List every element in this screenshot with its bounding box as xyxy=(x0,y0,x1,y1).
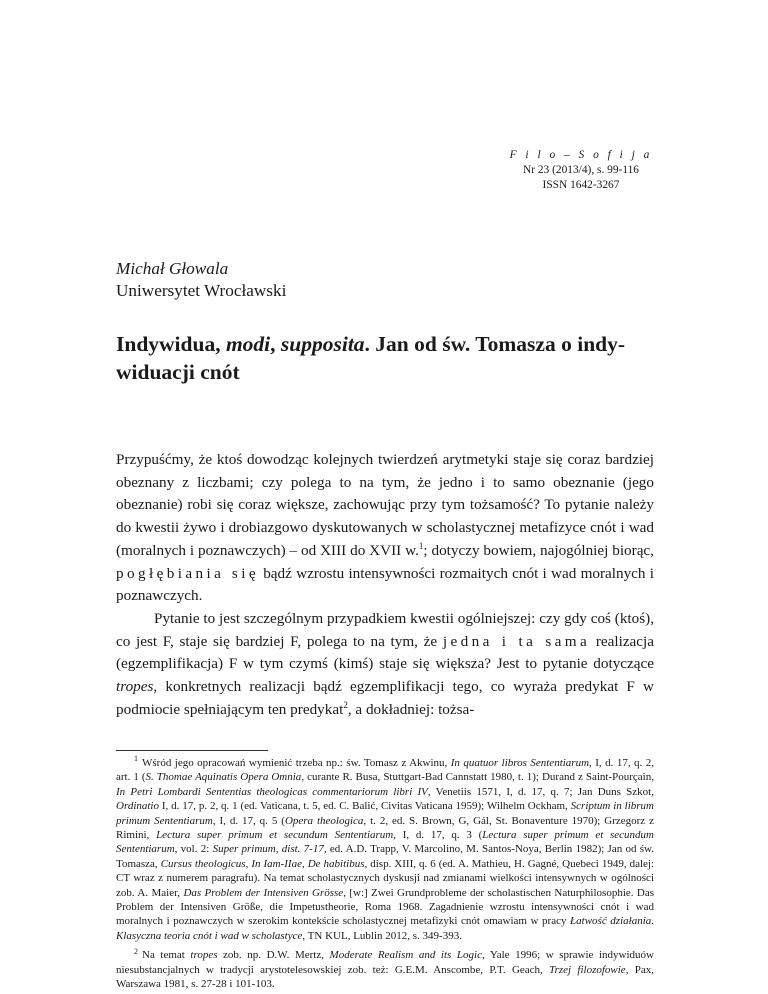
text: I, d. 17, p. 2, q. 1 (ed. Vaticana, t. 5, ed. C. Balić, Civitas Vaticana 1959); Wilhelm Ockham, xyxy=(159,800,571,813)
footnote-divider xyxy=(116,750,268,751)
italic-title: Cursus theologicus xyxy=(160,857,246,870)
text: Pytanie to jest szczególnym przypadkiem kwestii ogólniejszej: czy gdy coś (ktoś), co jest F, staje się bardziej F, polega to na tym, że xyxy=(116,609,654,650)
italic-title: Opera theologica xyxy=(284,814,364,827)
italic-title: In quatuor libros Sententiarum xyxy=(450,757,590,769)
text: Wśród jego opracowań wymienić trzeba np.: św. Tomasz z Akwinu, xyxy=(142,757,451,769)
text: , a dokładniej: tożsa- xyxy=(347,700,475,718)
text: , TN KUL, Lublin 2012, s. 349-393. xyxy=(302,929,462,942)
footnote-ref[interactable]: 2 xyxy=(343,699,348,710)
italic-title: Das Problem der Intensiven Grösse xyxy=(183,886,344,899)
italic-title: tropes xyxy=(190,949,218,962)
footnote-1 xyxy=(116,756,654,943)
spaced-emphasis: jedna i ta sama xyxy=(442,632,591,650)
article-body xyxy=(116,449,654,721)
paragraph xyxy=(116,608,654,722)
text: realizacja (egzemplifikacja) F w tym czymś (kimś) staje się większa? Jest to pytanie dotyczące xyxy=(116,632,655,673)
italic-title: Łatwość działania. Klasyczna teoria cnót i wad w scholastyce xyxy=(116,915,654,942)
text: , vol. 2: xyxy=(174,843,213,856)
title-text: . Jan od św. Tomasza o indy-widuacji cnót xyxy=(116,332,626,384)
journal-issn: ISSN 1642-3267 xyxy=(542,179,620,191)
text: , Pax, Warszawa 1981, s. 27-28 i 101-103. xyxy=(116,963,655,991)
title-supposita: supposita xyxy=(280,332,365,356)
text: , I, d. 17, q. 5 ( xyxy=(212,814,285,827)
journal-header xyxy=(451,148,711,193)
text: ; dotyczy bowiem, najogólniej biorąc, xyxy=(423,541,654,559)
text: Na temat xyxy=(142,949,191,962)
title-text: , xyxy=(270,332,281,356)
text: , Yale 1996; w sprawie indywiduów niesubstancjalnych w tradycji arystotelesowskiej zob. też: G.E.M. Anscombe, P.T. Geach, xyxy=(116,949,654,976)
text: , Venetiis 1571, I, d. 17, q. 7; Jan Duns Szkot, xyxy=(427,785,654,798)
italic-title: Trzej filozofowie xyxy=(549,963,626,976)
footnote-2 xyxy=(116,948,654,991)
text: , I, d. 17, q. 2, art. 1 ( xyxy=(116,757,654,784)
italic-term: tropes xyxy=(116,678,154,696)
author-block xyxy=(116,258,286,302)
title-modi: modi xyxy=(225,332,271,356)
italic-title: Moderate Realism and its Logic xyxy=(329,949,482,962)
journal-issue: Nr 23 (2013/4), s. 99-116 xyxy=(522,164,639,176)
text: zob. np. D.W. Mertz, xyxy=(217,949,330,962)
italic-title: Scriptum in librum primum Sententiarum xyxy=(116,800,654,827)
text: Przypuśćmy, że ktoś dowodząc kolejnych twierdzeń arytmetyki staje się coraz bardziej obeznany z liczbami; czy polega to na tym, że jedno i to samo obeznanie (jego obeznanie) robi się coraz większe, zachowując przy tym tożsamość? To pytanie należy do kwestii żywo i drobiazgowo dyskutowanych w scholastycznej metafizyce cnót i wad (moralnych i poznawczych) – od XIII do XVII w. xyxy=(116,451,654,559)
text: , konkretnych realizacji bądź egzemplifikacji tego, co wyraża predykat F w podmiocie spełniającym ten predykat xyxy=(116,678,654,718)
italic-title: In Petri Lombardi Sententias theologicas commentariorum libri IV xyxy=(116,785,428,798)
footnote-marker: 1 xyxy=(134,754,138,764)
text: , t. 2, ed. S. Brown, G, Gál, St. Bonaventure 1970); Grzegorz z Rimini, xyxy=(116,814,654,842)
italic-title: Lectura super primum et secundum Sententiarum xyxy=(156,829,394,842)
italic-title: Lectura super primum et secundum Sententiarum xyxy=(116,829,654,856)
journal-name: F i l o – S o f i j a xyxy=(509,149,653,161)
italic-title: S. Thomae Aquinatis Opera Omnia xyxy=(145,771,302,784)
title-text: Indywidua, xyxy=(116,332,226,356)
footnotes xyxy=(116,756,654,992)
author-name: Michał Głowala xyxy=(116,259,229,278)
footnote-marker: 2 xyxy=(134,946,138,956)
text: , xyxy=(245,857,252,870)
text: , I, d. 17, q. 3 ( xyxy=(393,829,483,842)
italic-title: Super primum, dist. 7-17 xyxy=(212,843,324,856)
text: , curante R. Busa, Stuttgart-Bad Cannstatt 1980, t. 1); Durand z Saint-Pourçain, xyxy=(301,771,654,784)
footnote-ref[interactable]: 1 xyxy=(418,540,424,551)
text: bądź wzrostu intensywności rozmaitych cnót i wad moralnych i poznawczych. xyxy=(116,564,654,605)
text: , ed. A.D. Trapp, V. Marcolino, M. Santos-Noya, Berlin 1982); Jan od św. Tomasza, xyxy=(116,843,655,870)
paragraph xyxy=(116,449,654,608)
article-title xyxy=(116,330,656,386)
text: , disp. XIII, q. 6 (ed. A. Mathieu, H. Gagné, Quebeci 1949, dalej: CT wraz z numerem paragrafu). Na temat scholastycznych dyskusji nad zmianami wielkości intensywnych w ogólności zob. A. Maier, xyxy=(116,857,655,899)
spaced-emphasis: pogłębiania się xyxy=(116,564,259,582)
author-affiliation: Uniwersytet Wrocławski xyxy=(116,281,287,300)
text: , [w:] Zwei Grundprobleme der scholastischen Naturphilosophie. Das Problem der Intensiven Größe, die Impetustheorie, Roma 1968. Zagadnienie wzrostu intensywności cnót i wad moralnych i poznawczych w szerokim kontekście scholastycznej metafizyki cnót omawiam w pracy xyxy=(116,886,655,928)
italic-title: In Iam-IIae, De habitibus xyxy=(251,857,365,870)
italic-title: Ordinatio xyxy=(116,800,159,813)
